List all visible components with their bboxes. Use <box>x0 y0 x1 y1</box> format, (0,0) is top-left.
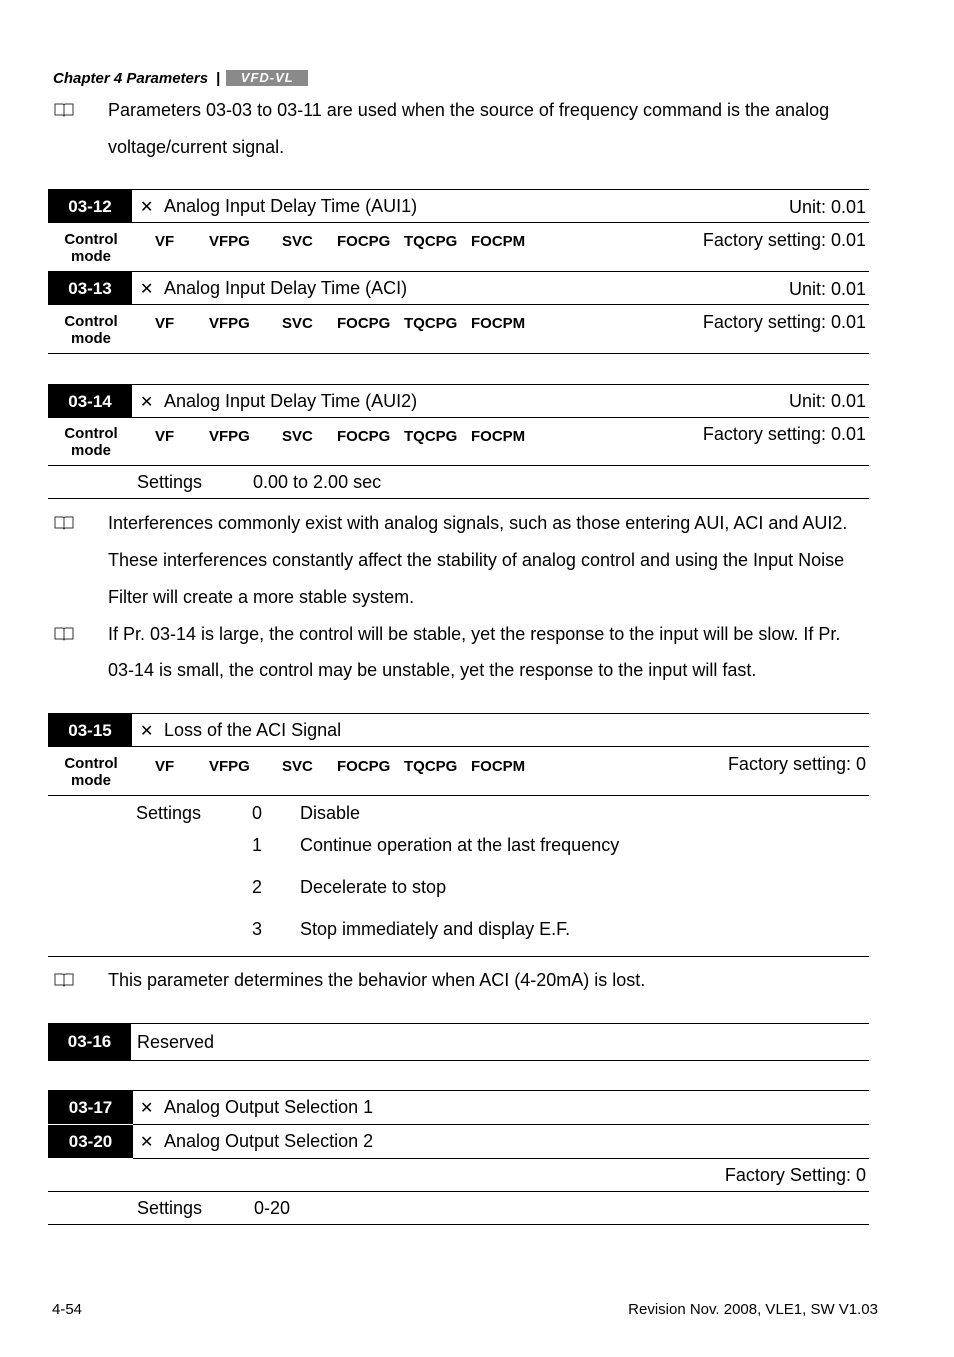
option-number: 0 <box>252 803 263 823</box>
mode-vfpg: VFPG <box>209 233 250 250</box>
chapter-title: Chapter 4 Parameters <box>53 69 209 87</box>
param-title-0313 <box>140 272 407 305</box>
option-text: Continue operation at the last frequency <box>300 835 620 855</box>
note-line: Interferences commonly exist with analog signals, such as those entering AUI, ACI and AUI2. <box>108 513 848 533</box>
mode-tqcpg: TQCPG <box>404 758 458 775</box>
param-code-0316: 03-16 <box>48 1024 131 1060</box>
book-note-icon <box>54 515 76 531</box>
param-title-0314 <box>140 385 417 418</box>
param-code-0320: 03-20 <box>48 1125 133 1158</box>
factory-setting: Factory setting: 0.01 <box>702 424 866 444</box>
mode-svc: SVC <box>282 758 313 775</box>
mode-tqcpg: TQCPG <box>404 428 458 445</box>
pencil-writable-icon: ✕ <box>140 722 154 740</box>
mode-vf: VF <box>155 315 175 332</box>
pencil-writable-icon: ✕ <box>140 1099 154 1117</box>
book-note-icon <box>54 626 76 642</box>
pencil-writable-icon: ✕ <box>140 1133 154 1151</box>
table-rule <box>48 1191 869 1192</box>
settings-label: Settings <box>137 1198 203 1218</box>
table-rule <box>132 222 869 223</box>
option-number: 1 <box>252 835 263 855</box>
table-rule <box>133 1158 869 1159</box>
param-title-text: Analog Input Delay Time (AUI2) <box>164 391 418 411</box>
mode-tqcpg: TQCPG <box>404 315 458 332</box>
control-mode-label: Control mode <box>64 231 118 265</box>
option-number: 3 <box>252 919 263 939</box>
param-unit: Unit: 0.01 <box>788 197 866 217</box>
factory-setting: Factory setting: 0.01 <box>702 312 866 332</box>
mode-focpg: FOCPG <box>337 758 391 775</box>
mode-focpg: FOCPG <box>337 315 391 332</box>
book-note-icon <box>54 972 76 988</box>
control-mode-label: Control mode <box>64 755 118 789</box>
mode-svc: SVC <box>282 233 313 250</box>
param-title-0312 <box>140 190 417 223</box>
mode-focpm: FOCPM <box>471 758 526 775</box>
table-rule <box>48 465 869 466</box>
book-note-icon <box>54 102 76 118</box>
param-code-0317: 03-17 <box>48 1091 133 1124</box>
settings-label: Settings <box>137 472 203 492</box>
table-rule <box>48 1023 633 1024</box>
param-title-0315 <box>140 714 341 747</box>
note-line: These interferences constantly affect the stability of analog control and using the Input Noise <box>108 550 845 570</box>
mode-focpm: FOCPM <box>471 233 526 250</box>
mode-focpg: FOCPG <box>337 233 391 250</box>
factory-setting: Factory Setting: 0 <box>724 1165 866 1185</box>
mode-focpg: FOCPG <box>337 428 391 445</box>
note-line: voltage/current signal. <box>108 137 285 157</box>
param-title-text: Analog Input Delay Time (ACI) <box>164 278 408 298</box>
mode-focpm: FOCPM <box>471 428 526 445</box>
param-code-0315: 03-15 <box>48 714 132 747</box>
note-line: Parameters 03-03 to 03-11 are used when the source of frequency command is the analog <box>108 100 830 120</box>
vfd-vl-logo: VFD-VL <box>226 70 308 86</box>
note-line: 03-14 is small, the control may be unstable, yet the response to the input will fast. <box>108 660 757 680</box>
param-title-text: Analog Output Selection 2 <box>164 1131 374 1151</box>
pencil-writable-icon: ✕ <box>140 280 154 298</box>
option-number: 2 <box>252 877 263 897</box>
mode-vfpg: VFPG <box>209 758 250 775</box>
param-title-text: Analog Output Selection 1 <box>164 1097 374 1117</box>
control-mode-label: Control mode <box>64 425 118 459</box>
param-code-0313: 03-13 <box>48 272 132 305</box>
param-title-text: Loss of the ACI Signal <box>164 720 342 740</box>
param-code-0312: 03-12 <box>48 190 132 223</box>
param-unit: Unit: 0.01 <box>788 391 866 411</box>
option-text: Stop immediately and display E.F. <box>300 919 571 939</box>
table-rule <box>48 1224 869 1225</box>
mode-vf: VF <box>155 428 175 445</box>
control-mode-label: Control mode <box>64 313 118 347</box>
pencil-writable-icon: ✕ <box>140 393 154 411</box>
mode-svc: SVC <box>282 428 313 445</box>
mode-vf: VF <box>155 233 175 250</box>
mode-svc: SVC <box>282 315 313 332</box>
table-rule <box>132 746 869 747</box>
param-unit: Unit: 0.01 <box>788 279 866 299</box>
table-rule <box>48 353 869 354</box>
param-title-text: Analog Input Delay Time (AUI1) <box>164 196 418 216</box>
table-rule <box>633 1023 869 1024</box>
table-rule <box>48 956 869 957</box>
factory-setting: Factory setting: 0 <box>727 754 866 774</box>
table-rule <box>132 417 869 418</box>
param-title-0317 <box>140 1091 373 1124</box>
mode-tqcpg: TQCPG <box>404 233 458 250</box>
header-separator: | <box>216 69 221 87</box>
settings-value: 0.00 to 2.00 sec <box>253 472 382 492</box>
param-title-0316: Reserved <box>137 1031 215 1052</box>
page-header <box>53 67 308 89</box>
mode-vf: VF <box>155 758 175 775</box>
mode-vfpg: VFPG <box>209 315 250 332</box>
option-text: Decelerate to stop <box>300 877 447 897</box>
table-rule <box>48 795 869 796</box>
note-line: Filter will create a more stable system. <box>108 587 415 607</box>
table-rule <box>48 1060 869 1061</box>
mode-vfpg: VFPG <box>209 428 250 445</box>
param-title-0320 <box>140 1125 373 1158</box>
mode-focpm: FOCPM <box>471 315 526 332</box>
table-rule <box>132 304 869 305</box>
note-line: This parameter determines the behavior when ACI (4-20mA) is lost. <box>108 970 646 990</box>
pencil-writable-icon: ✕ <box>140 198 154 216</box>
param-code-0314: 03-14 <box>48 385 132 418</box>
note-line: If Pr. 03-14 is large, the control will be stable, yet the response to the input will be slow. If Pr. <box>108 624 841 644</box>
revision-info: Revision Nov. 2008, VLE1, SW V1.03 <box>628 1301 878 1318</box>
table-rule <box>48 498 869 499</box>
page-number: 4-54 <box>52 1301 83 1318</box>
settings-label: Settings <box>136 803 202 823</box>
settings-value: 0-20 <box>254 1198 291 1218</box>
factory-setting: Factory setting: 0.01 <box>702 230 866 250</box>
option-text: Disable <box>300 803 361 823</box>
